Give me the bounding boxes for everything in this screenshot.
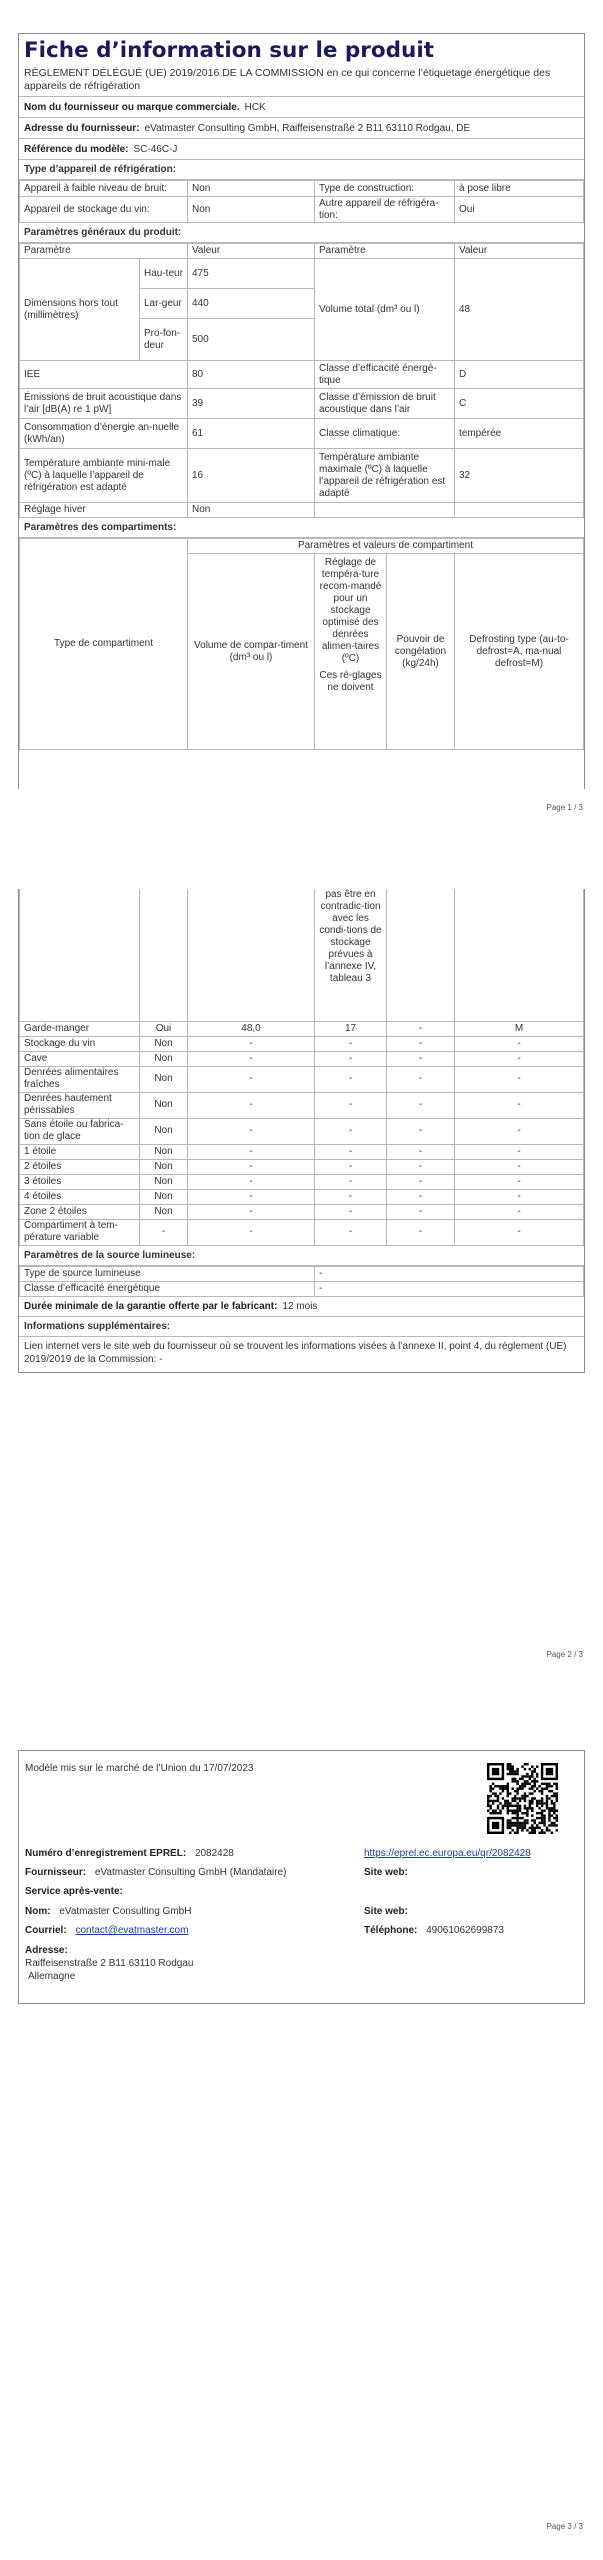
- compartment-volume: -: [188, 1189, 315, 1204]
- supplier-value: HCK: [244, 101, 266, 113]
- supplier-label: Nom du fournisseur ou marque commerciale.: [24, 101, 240, 113]
- light-table: [19, 1266, 584, 1297]
- page-number: Page 1 / 3: [546, 803, 583, 812]
- page-number: Page 3 / 3: [546, 2522, 583, 2531]
- param-label: Réglage hiver: [20, 503, 188, 518]
- param-value: C: [455, 389, 584, 419]
- page-number: Page 2 / 3: [546, 1650, 583, 1659]
- param-label: Émissions de bruit acoustique dans l’air [dB(A) re 1 pW]: [20, 389, 188, 419]
- compartment-defrost-type: -: [455, 1159, 584, 1174]
- compartment-freezing-capacity: -: [387, 1118, 455, 1144]
- compartment-name: 2 étoiles: [20, 1159, 140, 1174]
- warranty-row: [19, 1297, 584, 1317]
- type-value-2: à pose libre: [455, 181, 584, 197]
- email-link[interactable]: contact@evatmaster.com: [75, 1925, 189, 1936]
- light-class-label: Classe d’efficacité énergétique: [20, 1281, 315, 1296]
- compartment-freezing-capacity: -: [387, 1144, 455, 1159]
- eprel-label: Numéro d’enregistrement EPREL:: [25, 1848, 187, 1859]
- compartment-temperature: -: [315, 1036, 387, 1051]
- table-row: [20, 259, 584, 289]
- compartment-present: Non: [140, 1036, 188, 1051]
- qr-code-icon[interactable]: [487, 1763, 558, 1834]
- compartment-volume: -: [188, 1144, 315, 1159]
- table-row: [20, 1118, 584, 1144]
- param-label: Classe d’efficacité énergé-tique: [315, 361, 455, 389]
- compartment-freezing-capacity: -: [387, 1189, 455, 1204]
- dimension-value: 475: [188, 259, 315, 289]
- compartment-present: Non: [140, 1159, 188, 1174]
- freezing-capacity-header: Pouvoir de congélation (kg/24h): [387, 554, 455, 750]
- param-label: Consommation d’énergie an-nuelle (kWh/an): [20, 419, 188, 449]
- supplier-row: [19, 97, 584, 118]
- compartment-freezing-capacity: -: [387, 1204, 455, 1219]
- compartment-volume: -: [188, 1092, 315, 1118]
- table-row: [20, 1219, 584, 1245]
- phone-row: [364, 1925, 504, 1936]
- table-row: [20, 1051, 584, 1066]
- compartment-freezing-capacity: -: [387, 1051, 455, 1066]
- dimension-value: 500: [188, 319, 315, 361]
- service-website-label: Site web:: [364, 1906, 408, 1917]
- param-value: 61: [188, 419, 315, 449]
- compartment-name: Compartiment à tem-pérature variable: [20, 1219, 140, 1245]
- compartment-present: Non: [140, 1118, 188, 1144]
- table-row: [20, 1092, 584, 1118]
- compartment-freezing-capacity: -: [387, 1174, 455, 1189]
- service-name-row: [25, 1906, 191, 1917]
- compartment-type-header: Type de compartiment: [20, 539, 188, 750]
- compartment-freezing-capacity: -: [387, 1159, 455, 1174]
- param-label: Température ambiante mini-male (ºC) à laquelle l’appareil de réfrigération est adapté: [20, 449, 188, 503]
- address-block: [25, 1945, 68, 1956]
- compartment-name: Denrées alimentaires fraîches: [20, 1066, 140, 1092]
- compartment-name: 4 étoiles: [20, 1189, 140, 1204]
- param-value: Non: [188, 503, 315, 518]
- compartment-defrost-type: -: [455, 1066, 584, 1092]
- param-label: Classe d’émission de bruit acoustique dans l’air: [315, 389, 455, 419]
- table-row: [20, 503, 584, 518]
- table-row: [20, 449, 584, 503]
- type-label-2: Type de construction:: [315, 181, 455, 197]
- column-header: Paramètre: [315, 244, 455, 259]
- eprel-row: [25, 1848, 234, 1859]
- product-sheet-page-1: [18, 33, 585, 789]
- compartment-volume: 48,0: [188, 1021, 315, 1036]
- table-row: [20, 361, 584, 389]
- compartment-temperature: -: [315, 1204, 387, 1219]
- compartment-temperature: -: [315, 1118, 387, 1144]
- total-volume-value: 48: [455, 259, 584, 361]
- address-line-2: Allemagne: [28, 1971, 76, 1982]
- compartment-name: Zone 2 étoiles: [20, 1204, 140, 1219]
- service-name-value: eVatmaster Consulting GmbH: [59, 1906, 192, 1917]
- param-value: 32: [455, 449, 584, 503]
- compartment-defrost-type: -: [455, 1204, 584, 1219]
- table-row: [20, 181, 584, 197]
- temperature-header-continued: pas être en contradic-tion avec les condi-tions de stockage prévues à l’annexe IV, tableau 3: [315, 889, 387, 1021]
- table-row: [20, 1066, 584, 1092]
- compartment-volume: -: [188, 1219, 315, 1245]
- compartments-section-heading: Paramètres des compartiments:: [19, 518, 584, 538]
- light-source-value: -: [315, 1266, 584, 1281]
- compartment-freezing-capacity: -: [387, 1021, 455, 1036]
- table-row: [20, 539, 584, 554]
- market-date: Modèle mis sur le marché de l’Union du 17/07/2023: [25, 1763, 254, 1774]
- compartment-name: Stockage du vin: [20, 1036, 140, 1051]
- temperature-header-text: Réglage de tempéra-ture recom-mandé pour un stockage optimisé des denrées alimen-taires (ºC): [319, 557, 382, 664]
- table-row: [20, 1159, 584, 1174]
- compartment-present: Non: [140, 1144, 188, 1159]
- param-value: D: [455, 361, 584, 389]
- compartment-defrost-type: -: [455, 1036, 584, 1051]
- table-row: [20, 1266, 584, 1281]
- light-source-label: Type de source lumineuse: [20, 1266, 315, 1281]
- type-label-3: Appareil de stockage du vin:: [20, 197, 188, 223]
- compartment-freezing-capacity: -: [387, 1092, 455, 1118]
- compartment-defrost-type: M: [455, 1021, 584, 1036]
- temperature-header-note: Ces ré-glages ne doivent: [319, 670, 382, 693]
- param-value: 80: [188, 361, 315, 389]
- compartment-defrost-type: -: [455, 1144, 584, 1159]
- compartment-defrost-type: -: [455, 1189, 584, 1204]
- compartment-volume: -: [188, 1204, 315, 1219]
- type-value-3: Non: [188, 197, 315, 223]
- address-row: [19, 118, 584, 139]
- regulation-text: RÈGLEMENT DÉLÉGUÉ (UE) 2019/2016 DE LA COMMISSION en ce qui concerne l’étiquetage énergétique des appareils de réfrigération: [19, 65, 584, 97]
- table-row: [20, 1281, 584, 1296]
- compartment-temperature: -: [315, 1174, 387, 1189]
- temperature-header: [315, 554, 387, 750]
- dimension-label: Lar-geur: [140, 289, 188, 319]
- product-sheet-page-2: [18, 889, 585, 1373]
- page-title: Fiche d’information sur le produit: [24, 38, 434, 63]
- type-value-4: Oui: [455, 197, 584, 223]
- compartment-present: -: [140, 1219, 188, 1245]
- compartment-present: Non: [140, 1051, 188, 1066]
- model-row: [19, 139, 584, 160]
- light-class-value: -: [315, 1281, 584, 1296]
- column-header: Valeur: [188, 244, 315, 259]
- defrost-type-header: Defrosting type (au-to-defrost=A, ma-nual defrost=M): [455, 554, 584, 750]
- type-label-1: Appareil à faible niveau de bruit:: [20, 181, 188, 197]
- compartment-volume: -: [188, 1159, 315, 1174]
- volume-header: Volume de compar-timent (dm³ ou l): [188, 554, 315, 750]
- extra-info-text: Lien internet vers le site web du fournisseur où se trouvent les informations visées à l’annexe II, point 4, du règlement (UE) 2019/2019 de la Commission: -: [24, 1340, 567, 1365]
- compartment-present: Oui: [140, 1021, 188, 1036]
- param-label: IEE: [20, 361, 188, 389]
- compartments-table: [19, 889, 584, 1246]
- table-row: [20, 1174, 584, 1189]
- compartment-name: Garde-manger: [20, 1021, 140, 1036]
- compartment-volume: -: [188, 1051, 315, 1066]
- extra-section-heading: Informations supplémentaires:: [19, 1317, 584, 1337]
- param-label: [315, 503, 455, 518]
- table-row: [20, 244, 584, 259]
- compartment-temperature: -: [315, 1092, 387, 1118]
- table-row: [20, 889, 584, 1021]
- param-value: 39: [188, 389, 315, 419]
- service-name-label: Nom:: [25, 1906, 51, 1917]
- product-sheet-page-3: [18, 1750, 585, 2004]
- compartment-present: Non: [140, 1066, 188, 1092]
- compartment-temperature: -: [315, 1219, 387, 1245]
- compartments-header-table: [19, 538, 584, 750]
- phone-label: Téléphone:: [364, 1925, 418, 1936]
- p3-supplier-label: Fournisseur:: [25, 1867, 87, 1878]
- compartments-body: [20, 1021, 584, 1245]
- dimension-label: Pro-fon-deur: [140, 319, 188, 361]
- param-value: 16: [188, 449, 315, 503]
- compartment-temperature: 17: [315, 1021, 387, 1036]
- dimensions-label: Dimensions hors tout (millimètres): [20, 259, 140, 361]
- email-row: [25, 1925, 188, 1936]
- compartment-volume: -: [188, 1174, 315, 1189]
- param-label: Température ambiante maximale (ºC) à laquelle l’appareil de réfrigération est adapté: [315, 449, 455, 503]
- warranty-value: 12 mois: [282, 1300, 318, 1312]
- table-row: [20, 1189, 584, 1204]
- compartment-name: 1 étoile: [20, 1144, 140, 1159]
- p3-supplier-value: eVatmaster Consulting GmbH (Mandataire): [94, 1867, 287, 1878]
- compartment-defrost-type: -: [455, 1118, 584, 1144]
- phone-value: 49061062699873: [426, 1925, 504, 1936]
- table-row: [20, 1144, 584, 1159]
- email-label: Courriel:: [25, 1925, 67, 1936]
- table-row: [20, 419, 584, 449]
- compartment-volume: -: [188, 1066, 315, 1092]
- compartment-defrost-type: -: [455, 1174, 584, 1189]
- type-section-heading: Type d’appareil de réfrigération:: [19, 160, 584, 180]
- address-line-1: Raiffeisenstraße 2 B11 63110 Rodgau: [25, 1958, 194, 1969]
- compartment-name: Denrées hautement périssables: [20, 1092, 140, 1118]
- after-sales-label: Service après-vente:: [25, 1886, 123, 1897]
- compartment-volume: -: [188, 1036, 315, 1051]
- compartment-volume: -: [188, 1118, 315, 1144]
- compartment-defrost-type: -: [455, 1092, 584, 1118]
- after-sales-heading: [25, 1886, 123, 1897]
- general-table: [19, 243, 584, 518]
- param-value: tempérée: [455, 419, 584, 449]
- light-section-heading: Paramètres de la source lumineuse:: [19, 1246, 584, 1266]
- compartment-temperature: -: [315, 1066, 387, 1092]
- table-row: [20, 1021, 584, 1036]
- param-value: [455, 503, 584, 518]
- compartment-present: Non: [140, 1189, 188, 1204]
- compartment-temperature: -: [315, 1144, 387, 1159]
- website-row: [364, 1867, 408, 1878]
- table-row: [20, 389, 584, 419]
- table-row: [20, 197, 584, 223]
- model-value: SC-46C-J: [133, 143, 178, 155]
- supplier-info-row: [25, 1867, 286, 1878]
- column-header: Valeur: [455, 244, 584, 259]
- compartment-params-header: Paramètres et valeurs de compartiment: [188, 539, 584, 554]
- address-label: Adresse du fournisseur:: [24, 122, 140, 134]
- eprel-link[interactable]: https://eprel.ec.europa.eu/qr/2082428: [364, 1848, 531, 1859]
- compartment-freezing-capacity: -: [387, 1219, 455, 1245]
- model-label: Référence du modèle:: [24, 143, 129, 155]
- compartment-present: Non: [140, 1092, 188, 1118]
- warranty-label: Durée minimale de la garantie offerte par le fabricant:: [24, 1300, 278, 1312]
- compartment-present: Non: [140, 1174, 188, 1189]
- general-section-heading: Paramètres généraux du produit:: [19, 223, 584, 243]
- total-volume-label: Volume total (dm³ ou l): [315, 259, 455, 361]
- param-label: Classe climatique:: [315, 419, 455, 449]
- compartment-present: Non: [140, 1204, 188, 1219]
- compartment-temperature: -: [315, 1159, 387, 1174]
- compartment-defrost-type: -: [455, 1051, 584, 1066]
- compartment-temperature: -: [315, 1051, 387, 1066]
- service-website-row: [364, 1906, 408, 1917]
- compartment-temperature: -: [315, 1189, 387, 1204]
- compartment-name: Sans étoile ou fabrica-tion de glace: [20, 1118, 140, 1144]
- table-row: [20, 1204, 584, 1219]
- type-table: [19, 180, 584, 223]
- compartment-freezing-capacity: -: [387, 1036, 455, 1051]
- address-value: eVatmaster Consulting GmbH, Raiffeisenstraße 2 B11 63110 Rodgau, DE: [144, 122, 471, 134]
- compartment-freezing-capacity: -: [387, 1066, 455, 1092]
- dimension-value: 440: [188, 289, 315, 319]
- eprel-value: 2082428: [194, 1848, 234, 1859]
- table-row: [20, 1036, 584, 1051]
- type-label-4: Autre appareil de réfrigéra-tion:: [315, 197, 455, 223]
- compartment-name: 3 étoiles: [20, 1174, 140, 1189]
- p3-address-label: Adresse:: [25, 1945, 68, 1956]
- type-value-1: Non: [188, 181, 315, 197]
- compartment-name: Cave: [20, 1051, 140, 1066]
- website-label: Site web:: [364, 1867, 408, 1878]
- compartment-defrost-type: -: [455, 1219, 584, 1245]
- dimension-label: Hau-teur: [140, 259, 188, 289]
- column-header: Paramètre: [20, 244, 188, 259]
